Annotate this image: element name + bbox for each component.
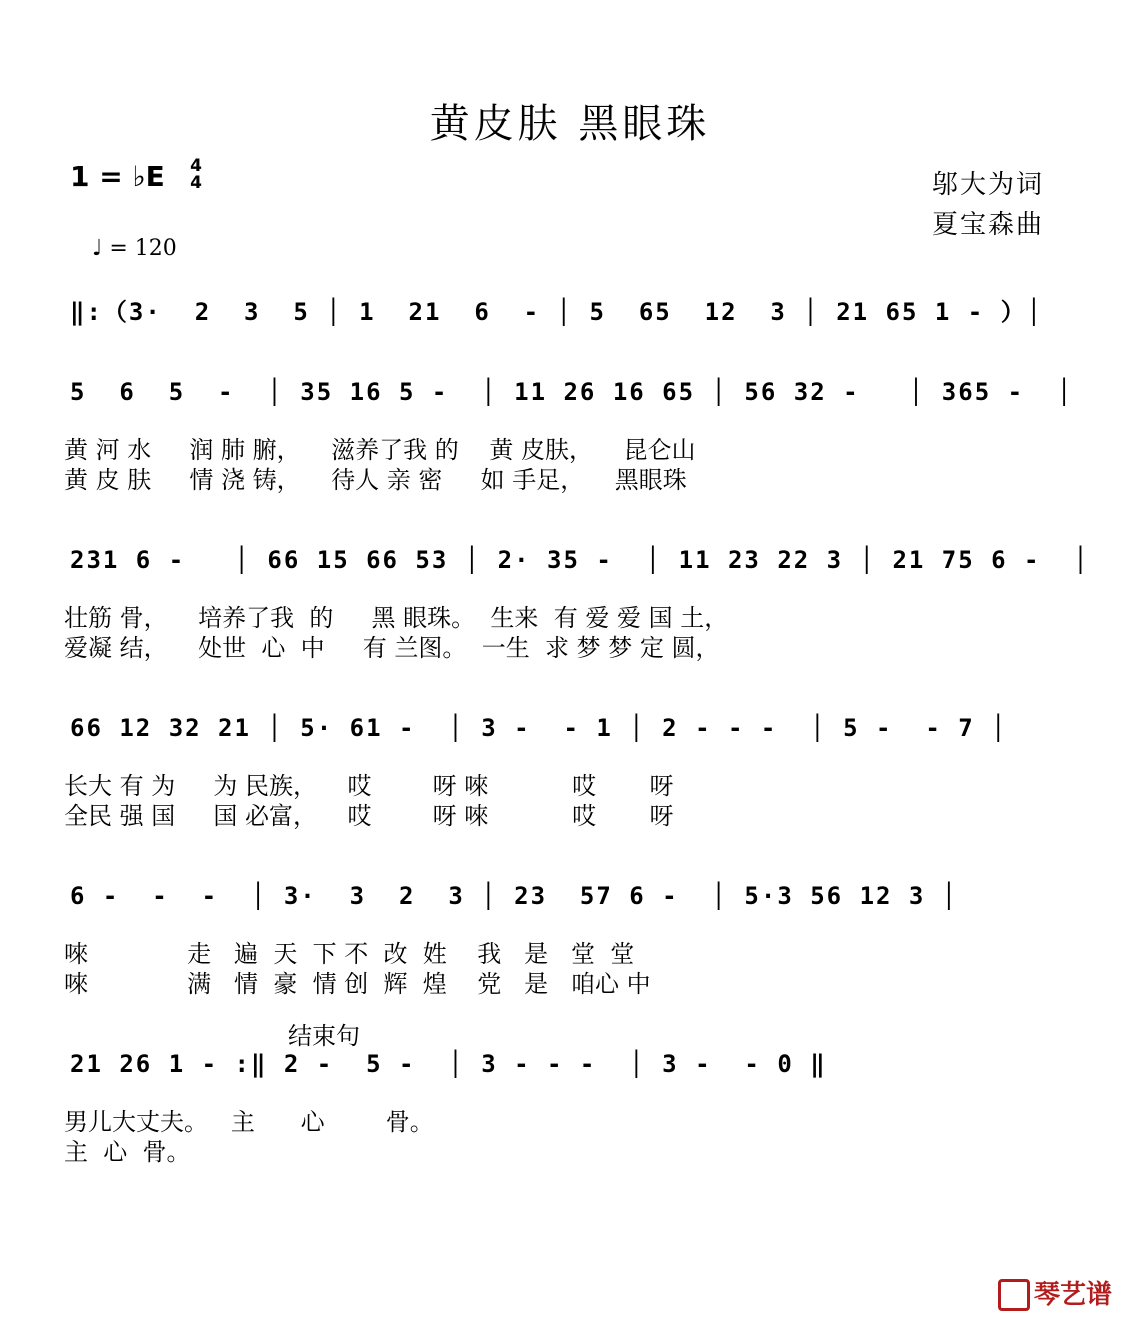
lyric-row-6-verse-2: 主 心 骨。 bbox=[64, 1138, 191, 1166]
notation-row-4: 66 12 32 21 │ 5· 61 - │ 3 - - 1 │ 2 - - - │ 5 - - 7 │ bbox=[70, 714, 1008, 742]
logo-icon bbox=[998, 1279, 1030, 1311]
lyric-row-5-verse-2: 唻 满 情 豪 情 创 辉 煌 党 是 咱心 中 bbox=[64, 970, 651, 998]
lyric-row-5-verse-1: 唻 走 遍 天 下 不 改 姓 我 是 堂 堂 bbox=[64, 940, 635, 968]
notation-row-2: 5 6 5 - │ 35 16 5 - │ 11 26 16 65 │ 56 32 - │ 365 - │ bbox=[70, 378, 1074, 406]
site-logo bbox=[998, 1274, 1112, 1312]
song-title: 黄皮肤 黑眼珠 bbox=[429, 101, 711, 147]
composer: 夏宝森曲 bbox=[931, 210, 1044, 240]
tempo-marking: ♩ = 120 bbox=[92, 236, 177, 261]
notation-row-1: ‖:（3· 2 3 5 │ 1 21 6 - │ 5 65 12 3 │ 21 65 1 - ）│ bbox=[70, 298, 1044, 326]
notation-row-3: 231 6 - │ 66 15 66 53 │ 2· 35 - │ 11 23 22 3 │ 21 75 6 - │ bbox=[70, 546, 1090, 574]
lyric-row-3-verse-1: 壮筋 骨， 培养了我 的 黑 眼珠。 生来 有 爱 爱 国 土， bbox=[64, 604, 729, 632]
notation-row-5: 6 - - - │ 3· 3 2 3 │ 23 57 6 - │ 5·3 56 12 3 │ bbox=[70, 882, 959, 910]
lyric-row-6-verse-1: 男儿大丈夫。 主 心 骨。 bbox=[64, 1108, 434, 1136]
lyric-row-2-verse-1: 黄 河 水 润 肺 腑， 滋养了我 的 黄 皮肤， 昆仑山 bbox=[64, 436, 696, 464]
lyric-row-2-verse-2: 黄 皮 肤 情 浇 铸， 待人 亲 密 如 手足， 黑眼珠 bbox=[64, 466, 687, 494]
lyric-row-4-verse-2: 全民 强 国 国 必富， 哎 呀 唻 哎 呀 bbox=[64, 802, 674, 830]
lyric-row-3-verse-2: 爱凝 结， 处世 心 中 有 兰图。 一生 求 梦 梦 定 圆， bbox=[64, 634, 720, 662]
notation-row-6: 21 26 1 - :‖ 2 - 5 - │ 3 - - - │ 3 - - 0 ‖ bbox=[70, 1050, 827, 1078]
lyric-row-4-verse-1: 长大 有 为 为 民族， 哎 呀 唻 哎 呀 bbox=[64, 772, 674, 800]
logo-text: 琴艺谱 bbox=[1033, 1279, 1112, 1310]
key-signature: 1 = ♭E bbox=[70, 160, 165, 193]
time-signature bbox=[186, 158, 206, 192]
meter-top: 4 bbox=[190, 156, 202, 176]
lyricist: 邬大为词 bbox=[931, 170, 1044, 200]
meter-bottom: 4 bbox=[190, 173, 202, 193]
ending-label: 结束句 bbox=[288, 1022, 360, 1050]
